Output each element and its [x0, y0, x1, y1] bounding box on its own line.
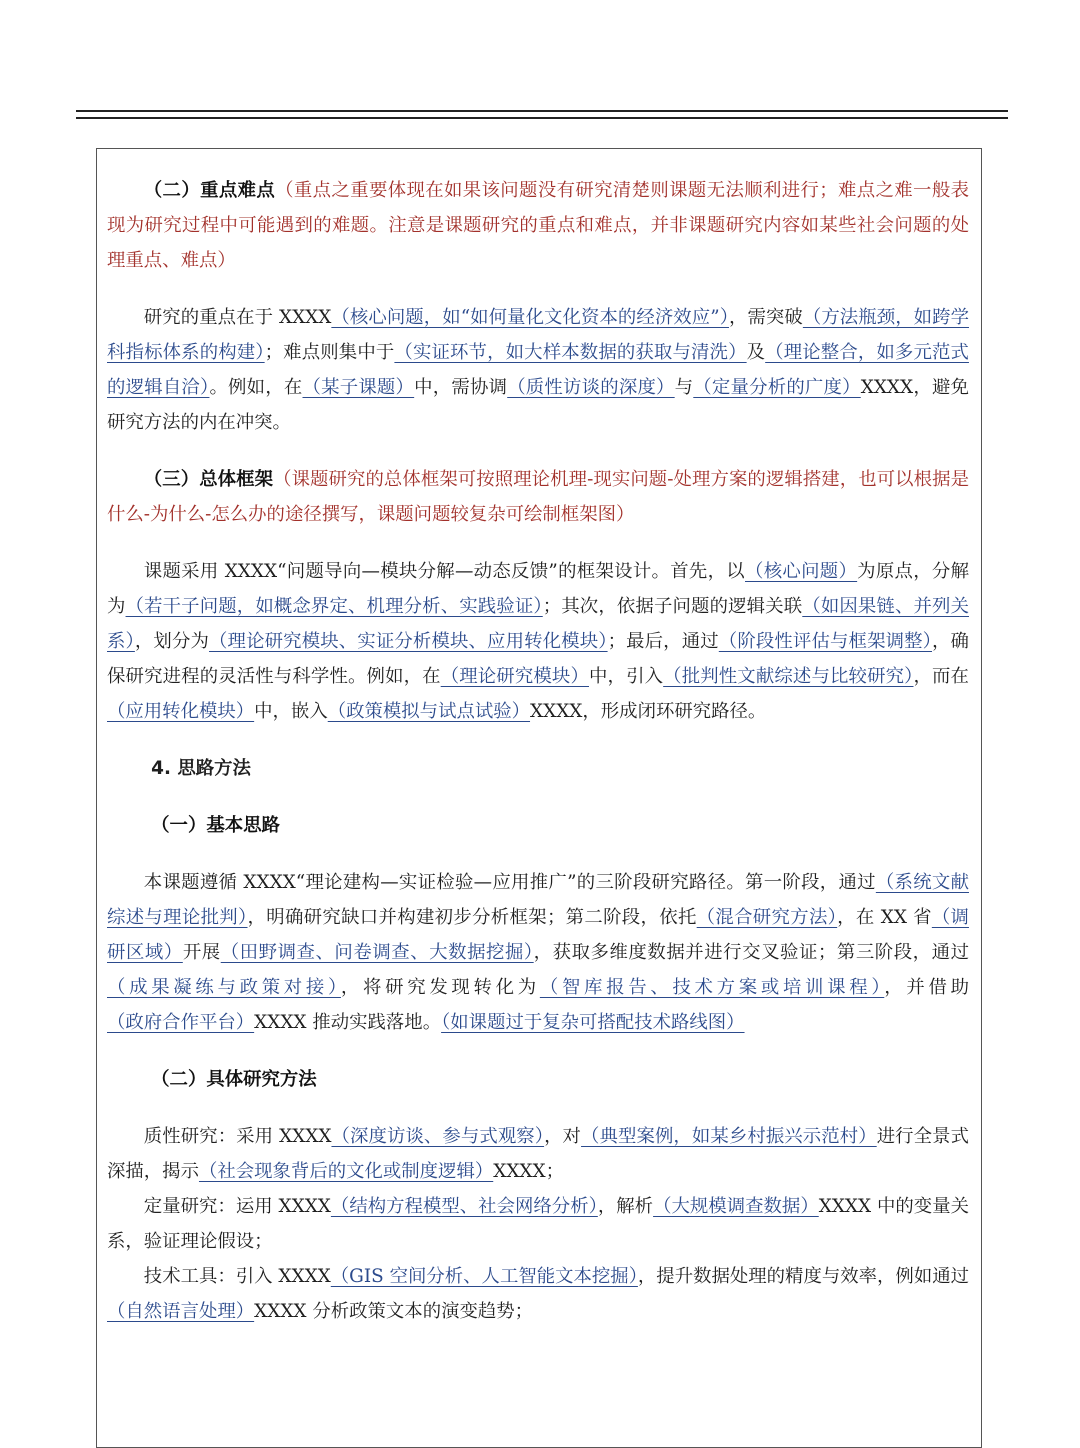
- text-run: ，划分为: [134, 631, 210, 652]
- placeholder-text: （田野调查、问卷调查、大数据挖掘）: [220, 942, 534, 963]
- text-run: XXXX 中的变量关系，验证理论假设；: [107, 1196, 969, 1252]
- placeholder-text: （方法瓶颈，如跨学科指标体系的构建）: [107, 307, 969, 363]
- text-run: XXXX 分析政策文本的演变趋势；: [254, 1301, 534, 1322]
- document-frame: [96, 148, 982, 1448]
- placeholder-text: （理论整合，如多元范式的逻辑自洽）: [107, 342, 969, 398]
- text-run: ；最后，通过: [607, 631, 719, 652]
- subsection-basic-approach-heading: （一）基本思路: [151, 815, 280, 836]
- text-run: ，提升数据处理的精度与效率，例如通过: [637, 1266, 969, 1287]
- method-technical-tools: [107, 1259, 969, 1329]
- placeholder-text: （成果凝练与政策对接）: [107, 977, 341, 998]
- placeholder-text: （定量分析的广度）: [693, 377, 861, 398]
- text-run: 及: [746, 342, 766, 363]
- text-run: 课题采用 XXXX“问题导向—模块分解—动态反馈”的框架设计。首先，以: [143, 561, 745, 582]
- placeholder-text: （政策模拟与试点试验）: [327, 701, 531, 722]
- placeholder-text: （深度访谈、参与式观察）: [331, 1126, 545, 1147]
- method-quantitative: [107, 1189, 969, 1259]
- section-4-title: 4. 思路方法: [151, 758, 251, 779]
- placeholder-text: （应用转化模块）: [107, 701, 255, 722]
- placeholder-text: （批判性文献综述与比较研究）: [663, 666, 914, 687]
- placeholder-text: （大规模调查数据）: [653, 1196, 819, 1217]
- text-run: 质性研究：采用 XXXX: [143, 1126, 332, 1147]
- placeholder-text: （系统文献综述与理论批判）: [107, 872, 969, 928]
- text-run: ，将研究发现转化为: [340, 977, 540, 998]
- section-framework-intro: [107, 462, 969, 532]
- placeholder-text: （若干子问题，如概念界定、机理分析、实践验证）: [125, 596, 543, 617]
- text-run: XXXX 推动实践落地。: [254, 1012, 442, 1033]
- section-key-difficulties-intro: [107, 173, 969, 278]
- text-run: 中，引入: [589, 666, 664, 687]
- text-run: 本课题遵循 XXXX“理论建构—实证检验—应用推广”的三阶段研究路径。第一阶段，通过: [143, 872, 876, 893]
- placeholder-text: （混合研究方法）: [696, 907, 838, 928]
- placeholder-text: （如课题过于复杂可搭配技术路线图）: [441, 1012, 745, 1033]
- placeholder-text: （结构方程模型、社会网络分析）: [330, 1196, 598, 1217]
- placeholder-text: （智库报告、技术方案或培训课程）: [539, 977, 885, 998]
- placeholder-text: （政府合作平台）: [107, 1012, 255, 1033]
- text-run: 开展: [182, 942, 221, 963]
- method-qualitative: [107, 1119, 969, 1189]
- text-run: 进行全景式深描，揭示: [107, 1126, 969, 1182]
- text-run: 定量研究：运用 XXXX: [143, 1196, 331, 1217]
- text-run: 中，需协调: [414, 377, 508, 398]
- text-run: 中，嵌入: [254, 701, 328, 722]
- paragraph-framework: [107, 554, 969, 729]
- text-run: 技术工具：引入 XXXX: [143, 1266, 331, 1287]
- placeholder-text: （理论研究模块）: [440, 666, 589, 687]
- placeholder-text: （如因果链、并列关系）: [107, 596, 969, 652]
- section-heading: （二）重点难点: [143, 180, 276, 201]
- placeholder-text: （自然语言处理）: [107, 1301, 255, 1322]
- placeholder-text: （核心问题，如“如何量化文化资本的经济效应”）: [331, 307, 729, 328]
- text-run: ，解析: [597, 1196, 654, 1217]
- placeholder-text: （阶段性评估与框架调整）: [718, 631, 933, 652]
- text-run: 。例如，在: [209, 377, 303, 398]
- paragraph-basic-approach: [107, 865, 969, 1040]
- text-run: ，而在: [913, 666, 969, 687]
- text-run: ，明确研究缺口并构建初步分析框架；第二阶段，依托: [247, 907, 697, 928]
- text-run: ，需突破: [728, 307, 803, 328]
- section-heading: （三）总体框架: [143, 469, 274, 490]
- text-run: ，确保研究进程的灵活性与科学性。例如，在: [107, 631, 969, 687]
- guidance-note: （课题研究的总体框架可按照理论机理-现实问题-处理方案的逻辑搭建，也可以根据是什么-为什么-怎么办的途径撰写，课题问题较复杂可绘制框架图）: [107, 469, 969, 525]
- text-run: XXXX，避免研究方法的内在冲突。: [107, 377, 969, 433]
- header-rule-top: [76, 110, 1008, 112]
- text-run: XXXX，形成闭环研究路径。: [530, 701, 767, 722]
- placeholder-text: （典型案例，如某乡村振兴示范村）: [581, 1126, 877, 1147]
- placeholder-text: （GIS 空间分析、人工智能文本挖掘）: [330, 1266, 638, 1287]
- text-run: 为原点，分解为: [107, 561, 969, 617]
- text-run: 与: [674, 377, 694, 398]
- placeholder-text: （社会现象背后的文化或制度逻辑）: [198, 1161, 494, 1182]
- text-run: ，在 XX 省: [837, 907, 932, 928]
- guidance-note: （重点之重要体现在如果该问题没有研究清楚则课题无法顺利进行；难点之难一般表现为研究过程中可能遇到的难题。注意是课题研究的重点和难点，并非课题研究内容如某些社会问题的处理重点、难点）: [107, 180, 969, 271]
- placeholder-text: （核心问题）: [745, 561, 858, 582]
- placeholder-text: （理论研究模块、实证分析模块、应用转化模块）: [209, 631, 608, 652]
- text-run: ，并借助: [884, 977, 969, 998]
- placeholder-text: （质性访谈的深度）: [507, 377, 675, 398]
- text-run: ；难点则集中于: [264, 342, 395, 363]
- text-run: XXXX；: [493, 1161, 564, 1182]
- paragraph-key-difficulties: [107, 300, 969, 440]
- text-run: ；其次，依据子问题的逻辑关联: [542, 596, 803, 617]
- placeholder-text: （某子课题）: [302, 377, 415, 398]
- header-rule-bottom: [76, 117, 1008, 119]
- text-run: ，对: [544, 1126, 582, 1147]
- text-run: ，获取多维度数据并进行交叉验证；第三阶段，通过: [533, 942, 969, 963]
- placeholder-text: （调研区域）: [107, 907, 969, 963]
- placeholder-text: （实证环节，如大样本数据的获取与清洗）: [394, 342, 747, 363]
- subsection-specific-methods-heading: （二）具体研究方法: [151, 1069, 317, 1090]
- text-run: 研究的重点在于 XXXX: [143, 307, 332, 328]
